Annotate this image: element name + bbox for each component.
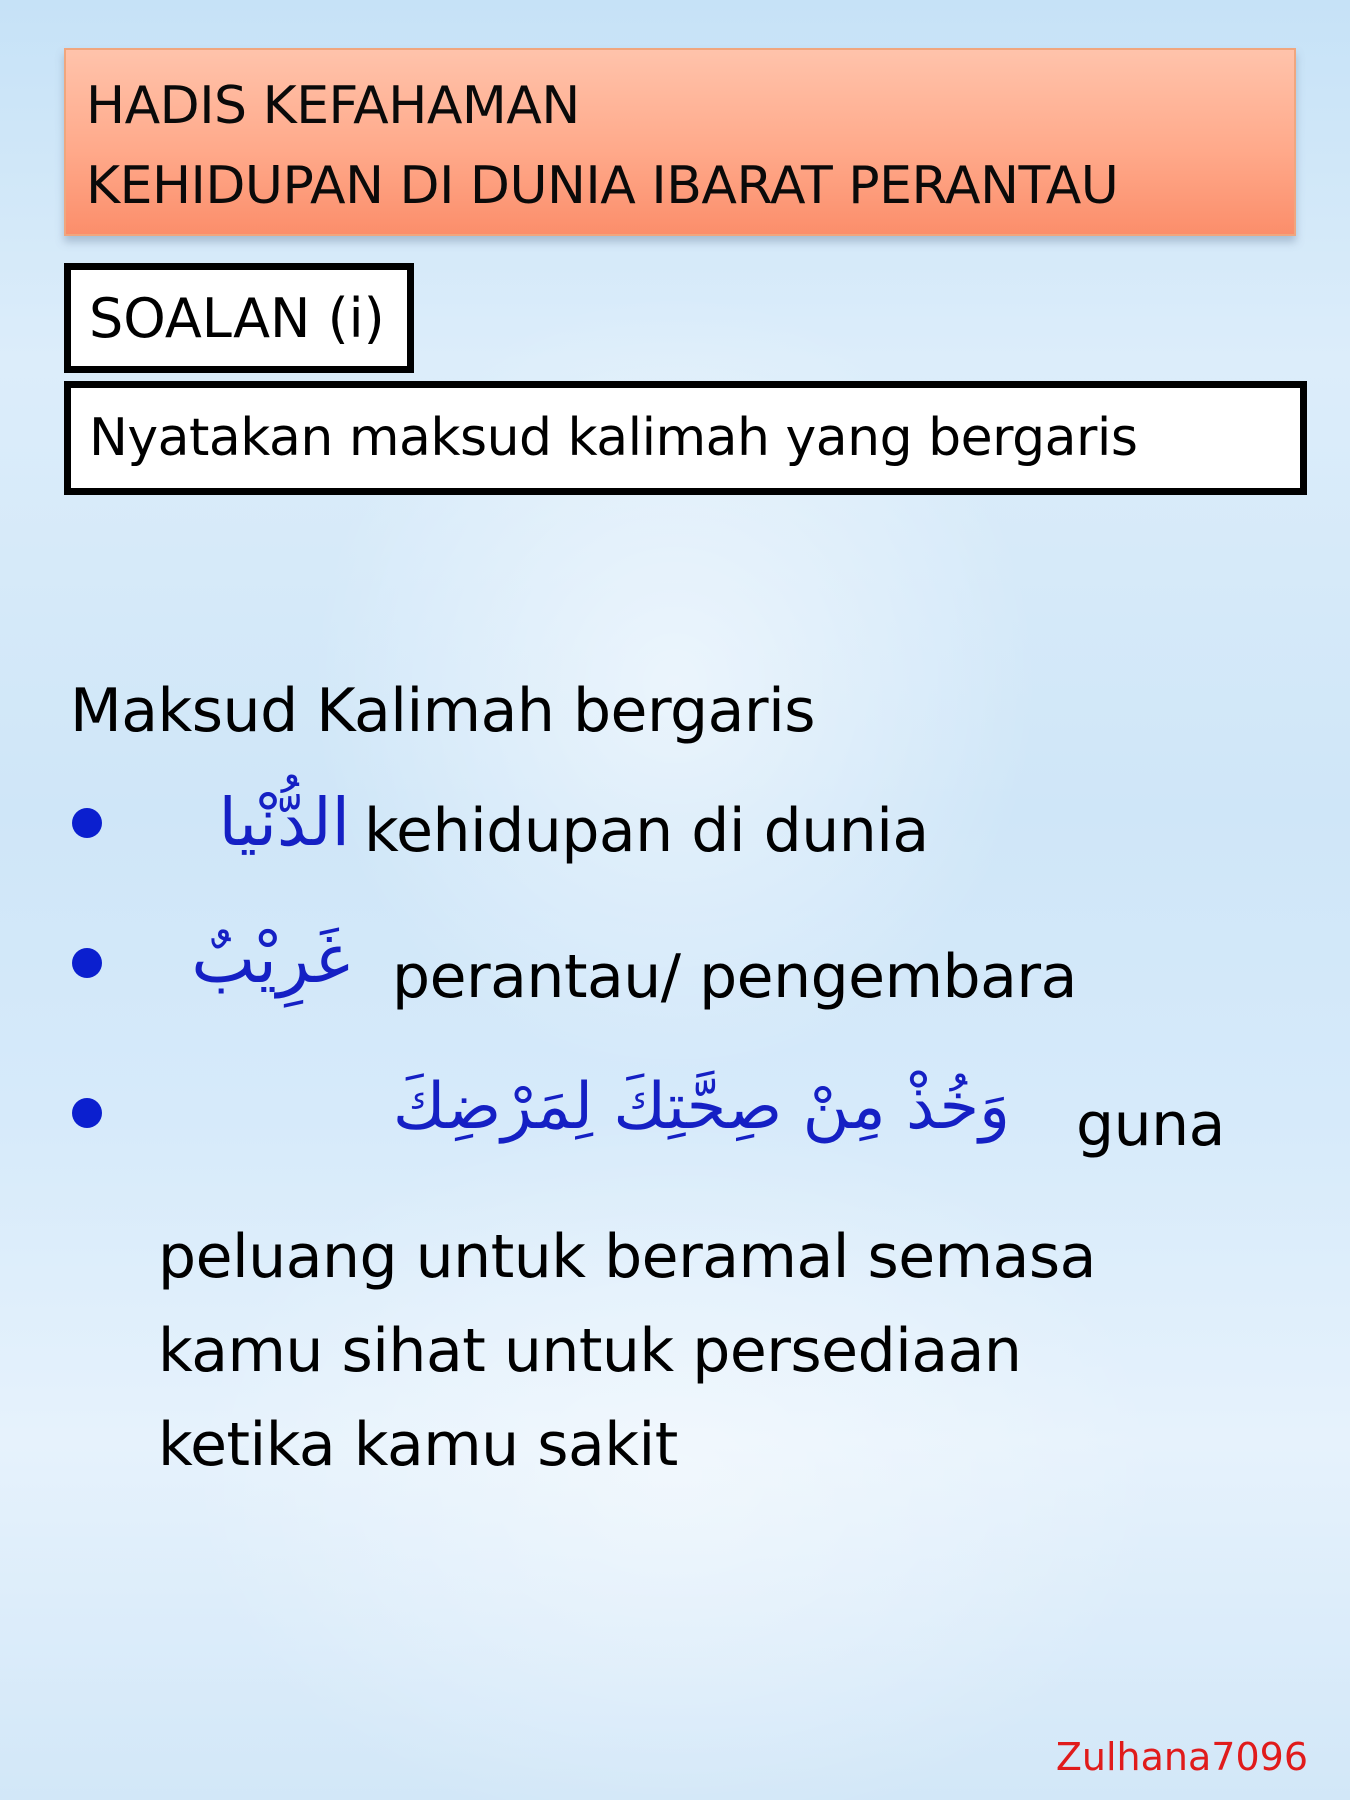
continuation-line-2: kamu sihat untuk persediaan	[158, 1316, 1022, 1386]
meaning-sihhah: guna	[1076, 1090, 1225, 1160]
arabic-phrase-sihhah: وَخُذْ مِنْ صِحَّتِكَ لِمَرْضِكَ	[392, 1070, 1010, 1144]
instruction-box	[64, 381, 1307, 495]
arabic-term-dunya: الدُّنْيا	[218, 784, 350, 861]
title-line-2: KEHIDUPAN DI DUNIA IBARAT PERANTAU	[86, 156, 1119, 216]
bullet-icon	[72, 1098, 102, 1128]
answer-heading: Maksud Kalimah bergaris	[70, 676, 816, 746]
bullet-icon	[72, 808, 102, 838]
title-line-1: HADIS KEFAHAMAN	[86, 76, 580, 136]
author-watermark: Zulhana7096	[1055, 1735, 1308, 1779]
meaning-gharib: perantau/ pengembara	[392, 942, 1077, 1012]
title-banner	[64, 48, 1296, 236]
arabic-term-gharib: غَرِيْبٌ	[191, 920, 350, 999]
meaning-dunya: kehidupan di dunia	[364, 796, 929, 866]
bullet-icon	[72, 948, 102, 978]
instruction-text: Nyatakan maksud kalimah yang bergaris	[89, 408, 1138, 468]
question-label: SOALAN (i)	[89, 286, 385, 350]
question-label-box	[64, 263, 414, 373]
continuation-line-3: ketika kamu sakit	[158, 1410, 678, 1480]
continuation-line-1: peluang untuk beramal semasa	[158, 1222, 1096, 1292]
meaning-continuation	[158, 1210, 1096, 1492]
